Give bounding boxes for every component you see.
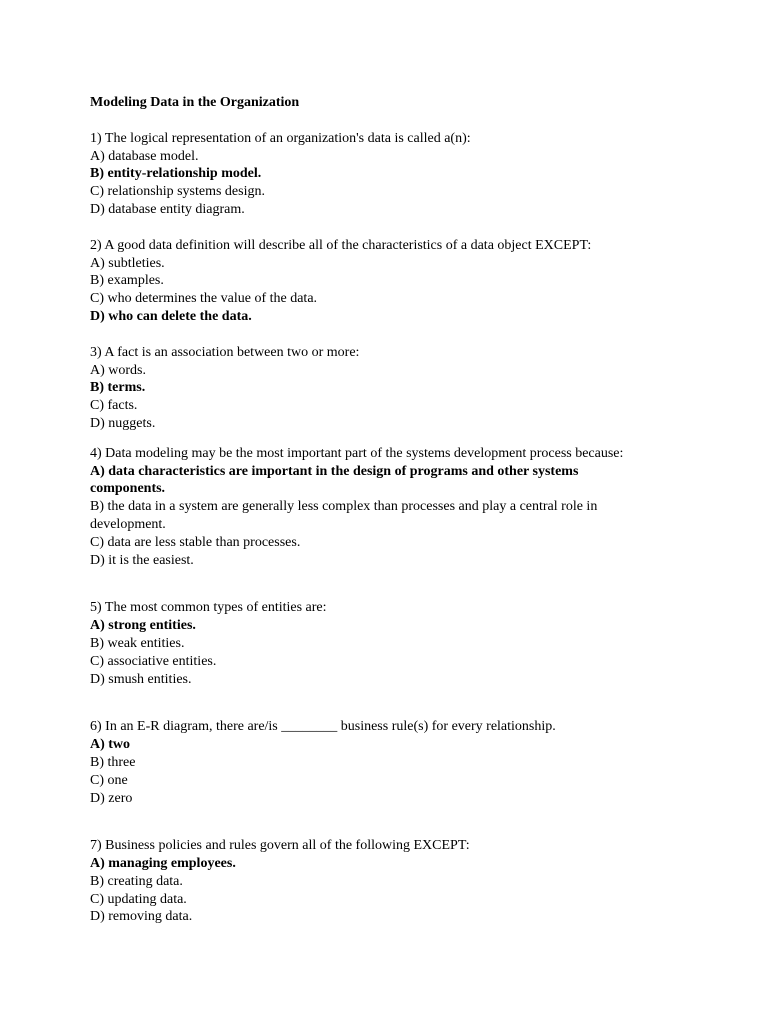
answer-option-c: C) associative entities. <box>90 653 217 669</box>
answer-option-d: D) zero <box>90 790 133 806</box>
answer-option-c: C) updating data. <box>90 891 187 907</box>
answer-option-c: C) data are less stable than processes. <box>90 534 301 550</box>
answer-option-a: A) database model. <box>90 148 199 164</box>
answer-option-d: D) who can delete the data. <box>90 308 252 324</box>
answer-option-c: C) relationship systems design. <box>90 184 265 200</box>
answer-option-d: D) database entity diagram. <box>90 201 245 217</box>
question-2 <box>90 237 690 326</box>
question-stem: 1) The logical representation of an organization's data is called a(n): <box>90 130 471 146</box>
question-stem: 7) Business policies and rules govern all of the following EXCEPT: <box>90 838 470 854</box>
question-4 <box>90 445 690 570</box>
answer-option-b: B) entity-relationship model. <box>90 166 262 182</box>
answer-option-a: A) words. <box>90 362 146 378</box>
answer-option-a: A) managing employees. <box>90 856 236 872</box>
question-stem: 4) Data modeling may be the most important part of the systems development process because: <box>90 445 624 461</box>
question-7 <box>90 837 690 926</box>
question-6 <box>90 718 690 807</box>
document-title: Modeling Data in the Organization <box>90 95 300 110</box>
question-5 <box>90 599 690 688</box>
answer-option-b: B) three <box>90 754 136 770</box>
answer-option-b: B) weak entities. <box>90 635 185 651</box>
answer-option-d: D) removing data. <box>90 909 193 925</box>
answer-option-a: A) two <box>90 737 131 753</box>
question-stem: 3) A fact is an association between two or more: <box>90 344 360 360</box>
answer-option-d: D) nuggets. <box>90 415 156 431</box>
answer-option-b: B) examples. <box>90 273 164 289</box>
question-stem: 5) The most common types of entities are: <box>90 600 327 616</box>
question-stem: 2) A good data definition will describe all of the characteristics of a data object EXCEPT: <box>90 237 592 253</box>
answer-option-d: D) smush entities. <box>90 671 192 687</box>
question-1 <box>90 130 690 219</box>
answer-option-b: B) creating data. <box>90 873 183 889</box>
answer-option-c: C) one <box>90 772 128 788</box>
answer-option-b: B) terms. <box>90 380 146 396</box>
answer-option-a: A) subtleties. <box>90 255 165 271</box>
question-3 <box>90 344 690 433</box>
answer-option-c: C) facts. <box>90 398 138 414</box>
answer-option-d: D) it is the easiest. <box>90 552 194 568</box>
answer-option-c: C) who determines the value of the data. <box>90 291 318 307</box>
answer-option-b: B) the data in a system are generally less complex than processes and play a central role in development. <box>90 499 598 532</box>
document-page <box>90 94 690 926</box>
question-stem: 6) In an E-R diagram, there are/is ________ business rule(s) for every relationship. <box>90 719 556 735</box>
answer-option-a: A) strong entities. <box>90 618 196 634</box>
answer-option-a: A) data characteristics are important in the design of programs and other systems components. <box>90 463 579 497</box>
